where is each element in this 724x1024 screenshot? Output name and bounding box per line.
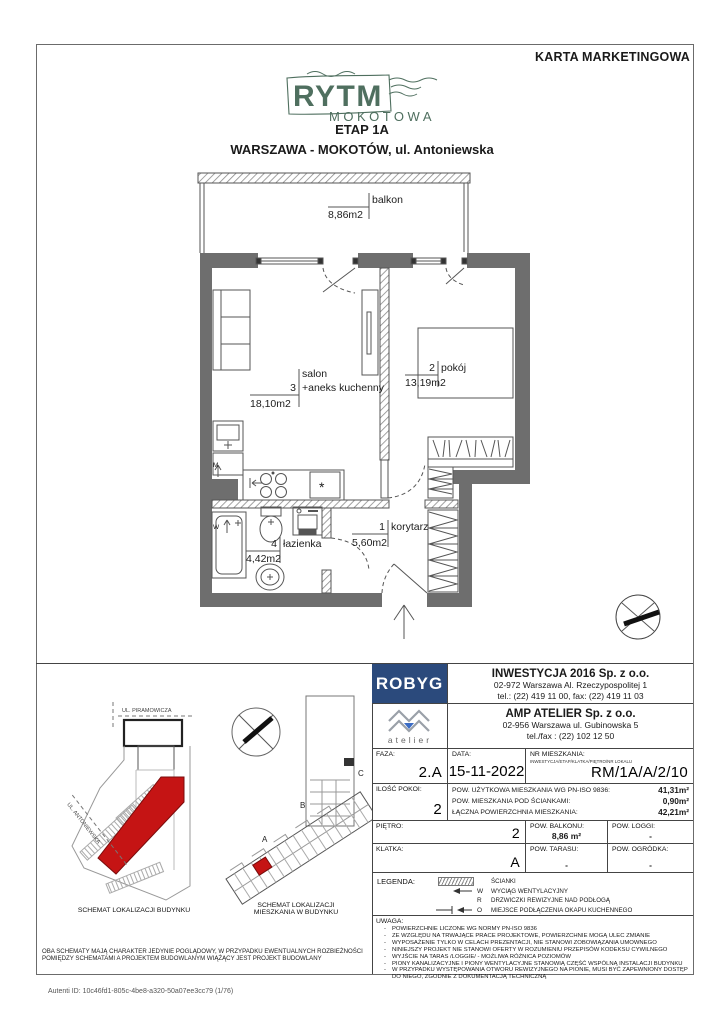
staircase-letter-b: B <box>300 801 306 810</box>
pow-balkonu-cell: POW. BALKONU: 8,86 m² <box>525 821 607 843</box>
robyg-logo: ROBYG <box>372 664 447 703</box>
svg-text:+aneks kuchenny: +aneks kuchenny <box>302 382 385 394</box>
partition-wall <box>380 268 389 460</box>
row-companies-1 <box>372 664 693 704</box>
klatka-cell: KLATKA: A <box>376 846 520 870</box>
basin <box>256 564 284 590</box>
info-table <box>372 664 693 981</box>
svg-text:5,60m2: 5,60m2 <box>352 537 388 549</box>
svg-text:3: 3 <box>290 382 296 394</box>
investor-info: INWESTYCJA 2016 Sp. z o.o. 02-972 Warszawa Al. Rzeczypospolitej 1 tel.: (22) 419 11 00, fax: (22) 419 11 03 <box>447 664 693 703</box>
svg-text:18,10m2: 18,10m2 <box>250 398 291 410</box>
compass-icon <box>616 595 660 639</box>
legend-item-okap: O MIEJSCE PODŁĄCZENIA OKAPU KUCHENNEGO <box>376 906 689 916</box>
hatch-swatch-icon <box>438 877 474 886</box>
logo-text-rytm: RYTM <box>293 80 383 113</box>
entry-door-swing <box>382 564 394 593</box>
row-klatka <box>372 844 693 873</box>
uwaga-list: - POWIERZCHNIE LICZONE WG NORMY PN-ISO 9836 - ZE WZGLĘDU NA TRWAJĄCE PRACE PROJEKTOWE, POWIERZCHNIE MOGĄ ULEC ZMIANIE - WYPOSAŻENIE TYLKO W CELACH PREZENTACJI, NIE STANOWI ZOBOWIĄZANIA UMOWNEGO - NINIEJSZY PROJEKT NIE STANOWI OFERTY W ROZUMIENIU PRZEPISÓW KODEKSU CYWILNEGO - WYJŚCIE NA TARAS /LOGGIE/ - MOŻLIWA RÓŻNICA POZIOMÓW - PIONY KANALIZACYJNE I PIONY WENTYLACYJNE STANOWIĄ CZĘŚĆ WSPÓLNĄ INSTALACJI BUDYNKU - W PRZYPADKU WYSTĘPOWANIA OTWORU REWIZYJNEGO NA PIONIE, MUSI BYĆ ZAPEWNIONY DOSTĘP DO NIEGO, ZGODNIE Z DOKUMENTACJĄ TECHNICZNĄ <box>382 926 689 981</box>
svg-text:4: 4 <box>271 538 277 550</box>
ilosc-pokoi-value: 2 <box>433 801 442 818</box>
pokoj-door-swing <box>388 464 425 498</box>
sofa <box>213 290 250 370</box>
legend-item-scianki: ŚCIANKI <box>376 877 689 887</box>
pow-ogrodka-value: - <box>649 860 652 870</box>
svg-text:balkon: balkon <box>372 194 403 206</box>
svg-text:korytarz: korytarz <box>391 521 429 533</box>
salon-window <box>256 252 358 293</box>
autenti-footer: Autenti ID: 10c46fd1-805c-4be8-a320-50a07ee3cc79 (1/76) <box>48 988 234 995</box>
pietro-value: 2 <box>511 825 520 841</box>
apartment-schematic-caption: SCHEMAT LOKALIZACJI MIESZKANIA W BUDYNKU <box>253 902 339 916</box>
row-powierzchnie <box>372 784 693 821</box>
etap-label: ETAP 1A <box>335 122 389 137</box>
logo-wave-2 <box>391 85 421 89</box>
atelier-logo <box>372 704 447 748</box>
areas-cell: POW. UŻYTKOWA MIESZKANIA WG PN-ISO 9836: 41,31m² POW. MIESZKANIA POD ŚCIANKAMI: 0,90m² ŁĄCZNA POWIERZCHNIA MIESZKANIA: 42,21m² <box>447 784 693 820</box>
entry-door-leaf <box>394 564 427 593</box>
address-line: WARSZAWA - MOKOTÓW, ul. Antoniewska <box>230 142 494 157</box>
building-location-schematic <box>63 702 194 900</box>
pow-ogrodka-cell: POW. OGRÓDKA: - <box>607 844 693 872</box>
room-label-korytarz <box>352 520 428 549</box>
room-label-balkon <box>328 193 403 221</box>
svg-text:8,86m2: 8,86m2 <box>328 209 364 221</box>
closet-small <box>428 467 453 498</box>
north-arrow <box>394 605 414 639</box>
logo-wave-3 <box>389 92 417 96</box>
investor-name: INWESTYCJA 2016 Sp. z o.o. <box>491 668 650 680</box>
bottom-info-block <box>36 663 693 981</box>
logo-wave-1 <box>389 78 437 82</box>
rytm-mokotowa-logo <box>277 64 457 126</box>
kitchen-counter <box>243 470 344 500</box>
svg-text:4,42m2: 4,42m2 <box>246 553 282 565</box>
svg-text:2: 2 <box>429 362 435 374</box>
faza-cell: FAZA: 2.A <box>376 751 442 781</box>
vent-w-label: W <box>213 524 220 531</box>
pow-loggi-cell: POW. LOGGI: - <box>607 821 693 843</box>
legend-item-rewizja: R DRZWICZKI REWIZYJNE NAD PODŁOGĄ <box>477 897 610 905</box>
tv-unit <box>362 290 378 375</box>
svg-text:1: 1 <box>379 521 385 533</box>
nr-mieszkania-cell: NR MIESZKANIA: INWESTYCJA/ETAP/KLATKA/PIĘTRO/NR LOKALU RM/1A/A/2/10 <box>525 749 693 783</box>
svg-text:łazienka: łazienka <box>283 538 322 550</box>
toilet <box>260 507 282 542</box>
pow-loggi-value: - <box>649 831 652 841</box>
data-cell: DATA: 15-11-2022 <box>447 749 525 783</box>
pokoj-window <box>411 252 467 285</box>
pow-balkonu-value: 8,86 m² <box>551 831 582 841</box>
washing-machine <box>293 507 322 535</box>
pokoj-door-leaf <box>381 460 388 498</box>
arrow-left-icon <box>452 887 474 895</box>
street-left-label: UL. ANTONIEWSKA <box>65 801 102 846</box>
svg-text:13,19m2: 13,19m2 <box>405 377 446 389</box>
staircase-letter-c: C <box>358 769 364 778</box>
architect-info: AMP ATELIER Sp. z o.o. 02-956 Warszawa ul. Gubinowska 5 tel./fax : (22) 102 12 50 <box>447 704 693 748</box>
atelier-text: atelier <box>387 735 433 745</box>
pietro-cell: PIĘTRO: 2 <box>376 823 520 841</box>
kitchen-sink <box>310 472 340 498</box>
schematics-note: OBA SCHEMATY MAJĄ CHARAKTER JEDYNIE POGLĄDOWY, W PRZYPADKU EWENTUALNYCH ROZBIEŻNOŚCI POMIĘDZY SCHEMATAMI A PROJEKTEM BUDOWLANYM WIĄŻĄCY JEST PROJEKT BUDOWLANY <box>42 948 363 963</box>
street-top-label: UL. PIRAMOWICZA <box>122 708 172 714</box>
row-companies-2 <box>372 704 693 749</box>
uwaga-section: UWAGA: - POWIERZCHNIE LICZONE WG NORMY PN-ISO 9836 - ZE WZGLĘDU NA TRWAJĄCE PRACE PROJEKTOWE, POWIERZCHNIE MOGĄ ULEC ZMIANIE - WYPOSAŻENIE TYLKO W CELACH PREZENTACJI, NIE STANOWI ZOBOWIĄZANIA UMOWNEGO - NINIEJSZY PROJEKT NIE STANOWI OFERTY W ROZUMIENIU PRZEPISÓW KODEKSU CYWILNEGO - WYJŚCIE NA TARAS /LOGGIE/ - MOŻLIWA RÓŻNICA POZIOMÓW - PIONY KANALIZACYJNE I PIONY WENTYLACYJNE STANOWIĄ CZĘŚĆ WSPÓLNĄ INSTALACJI BUDYNKU - W PRZYPADKU WYSTĘPOWANIA OTWORU REWIZYJNEGO NA PIONIE, MUSI BYĆ ZAPEWNIONY DOSTĘP DO NIEGO, ZGODNIE Z DOKUMENTACJĄ TECHNICZNĄ <box>372 916 693 974</box>
schematics-graphics <box>36 664 372 974</box>
nr-mieszkania-value: RM/1A/A/2/10 <box>591 764 688 781</box>
hood-symbol-icon <box>434 905 474 915</box>
pow-scianki-value: 0,90m² <box>662 796 689 806</box>
building-schematic-caption: SCHEMAT LOKALIZACJI BUDYNKU <box>77 907 191 914</box>
stove <box>261 472 287 498</box>
schematics-panel <box>36 664 373 974</box>
balcony-railing <box>198 173 470 183</box>
architect-name: AMP ATELIER Sp. z o.o. <box>505 708 636 720</box>
pow-laczna-value: 42,21m² <box>658 807 689 817</box>
compass-icon-2 <box>232 708 280 756</box>
row-pietro <box>372 821 693 844</box>
data-value: 15-11-2022 <box>448 763 525 780</box>
svg-text:salon: salon <box>302 368 328 380</box>
room-label-salon <box>250 368 385 410</box>
wardrobe-hangers <box>428 437 513 467</box>
legend-section: LEGENDA: ŚCIANKI W WYCIĄG WENTYLACYJNY R DRZWICZKI REWIZYJNE NAD PODŁOGĄ O MIEJSCE PODŁĄCZENIA OKAPU KUCHENNEGO <box>372 873 693 916</box>
pow-tarasu-value: - <box>565 860 568 870</box>
pow-uzytkowa-value: 41,31m² <box>658 785 689 795</box>
room-label-lazienka <box>246 537 322 565</box>
legend-item-wyciag: W WYCIĄG WENTYLACYJNY <box>376 887 689 897</box>
svg-text:pokój: pokój <box>441 362 467 374</box>
klatka-value: A <box>510 854 520 870</box>
floor-plan <box>180 165 680 665</box>
staircase-letter-a: A <box>262 835 268 844</box>
vent-m-label: M <box>213 462 219 469</box>
ilosc-pokoi-cell: ILOŚĆ POKOI: 2 <box>376 786 442 818</box>
apartment-location-schematic <box>223 696 372 904</box>
document-title: KARTA MARKETINGOWA <box>535 50 690 64</box>
pow-tarasu-cell: POW. TARASU: - <box>525 844 607 872</box>
faza-value: 2.A <box>418 764 442 781</box>
row-faza-data-nr <box>372 749 693 784</box>
closet-tall <box>428 510 458 592</box>
bathtub <box>212 512 246 578</box>
sink-symbol: * <box>319 479 325 495</box>
room-label-pokoj <box>405 361 466 389</box>
logo-text-mokotowa: MOKOTOWA <box>329 109 435 124</box>
